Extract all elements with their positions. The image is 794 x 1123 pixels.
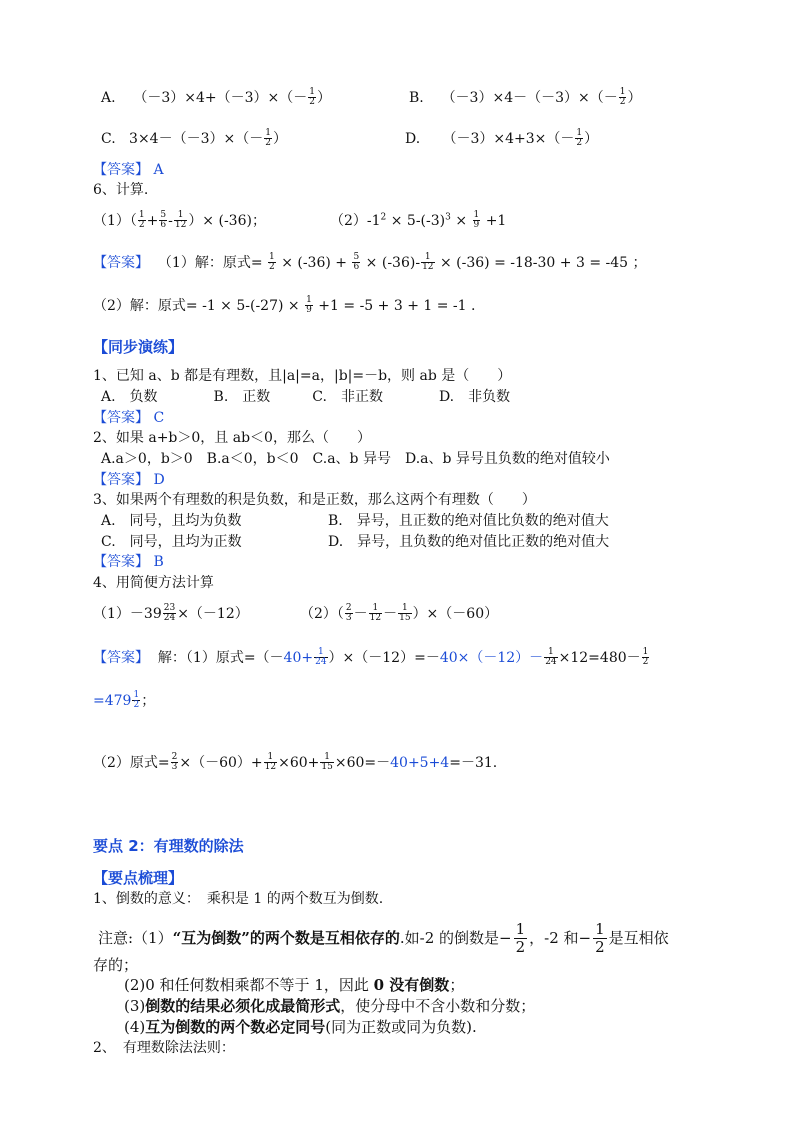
point2-heading: 要点 2：有理数的除法 (93, 837, 244, 855)
fraction: $\frac{23}{24}$ (163, 603, 176, 624)
q6-title: 6、计算. (93, 182, 149, 198)
sync-q3-option-a: A. 同号，且均为负数 (101, 513, 242, 529)
fraction: $\frac{5}{6}$ (353, 252, 360, 273)
sync-q4-part2: （2）（ $\frac{2}{3}$ － $\frac{1}{12}$ － $\frac{1}{15}$ ）×（－60） (300, 603, 499, 624)
fraction: $\frac{1}{2}$ (576, 128, 583, 149)
q6-answer-1: 【答案】 （1）解：原式= $\frac{1}{2}$ × (-36) + $\frac{5}{6}$ × (-36)- $\frac{1}{12}$ × (-36) = -18-30 + 3 = -45 ； (93, 252, 647, 273)
fraction: $\frac{2}{3}$ (345, 603, 352, 624)
sync-q4-answer-2: （2）原式= $\frac{2}{3}$ ×（－60）+ $\frac{1}{12}$ ×60+ $\frac{1}{15}$ ×60=－40+5+4=－31. (93, 752, 498, 773)
fraction: $\frac{1}{2}$ (595, 920, 605, 957)
q6-part1: （1）（ $\frac{1}{2}$ + $\frac{5}{6}$ - $\frac{1}{12}$ ）× (-36)； (93, 210, 266, 231)
q5-answer (93, 162, 164, 179)
answer-label: 【答案】 (93, 254, 149, 271)
answer-value: A (153, 162, 164, 178)
sync-q2: 2、如果 a+b＞0，且 ab＜0，那么（ ） (93, 430, 371, 446)
point2-item1: 1、倒数的意义： 乘积是 1 的两个数互为倒数. (93, 891, 384, 907)
point2-note4: (4)互为倒数的两个数必定同号(同为正数或同为负数). (124, 1018, 477, 1036)
q5-option-a: A. （－3）×4+（－3）×（－ $\frac{1}{2}$ ） (101, 87, 332, 108)
fraction: $\frac{1}{24}$ (315, 647, 327, 668)
q5-option-c: C. 3×4－（－3）×（－ $\frac{1}{2}$ ） (101, 128, 287, 149)
sync-q3-answer: 【答案】 B (93, 554, 164, 570)
sync-q2-options: A.a＞0，b＞0 B.a＜0，b＜0 C.a、b 异号 D.a、b 异号且负数的绝对值较小 (101, 451, 610, 467)
sync-q3: 3、如果两个有理数的积是负数，和是正数，那么这两个有理数（ ） (93, 492, 536, 508)
sync-q3-option-c: C. 同号，且均为正数 (101, 534, 242, 550)
point2-note1: 注意:（1）“互为倒数”的两个数是互相依存的.如-2 的倒数是− $\frac{1}{2}$ ，-2 和− $\frac{1}{2}$ 是互相依 (98, 920, 669, 957)
point2-sub-heading: 【要点梳理】 (93, 869, 184, 887)
fraction: $\frac{1}{15}$ (321, 752, 333, 773)
answer-label: 【答案】 (93, 162, 149, 178)
sync-q3-option-d: D. 异号，且负数的绝对值比正数的绝对值大 (328, 534, 610, 550)
fraction: $\frac{1}{2}$ (642, 647, 649, 668)
sync-q2-answer: 【答案】 D (93, 472, 165, 488)
fraction: $\frac{2}{3}$ (171, 752, 178, 773)
sync-q4: 4、用简便方法计算 (93, 575, 214, 591)
fraction: $\frac{1}{2}$ (138, 210, 145, 231)
fraction: $\frac{1}{12}$ (422, 252, 434, 273)
fraction: $\frac{1}{2}$ (133, 690, 140, 711)
sync-q1: 1、已知 a、b 都是有理数，且|a|=a，|b|=－b，则 ab 是（ ） (93, 368, 512, 384)
fraction: $\frac{1}{12}$ (174, 210, 187, 231)
sync-q4-answer-1-line2: =479 $\frac{1}{2}$ ； (93, 690, 156, 711)
fraction: $\frac{1}{9}$ (306, 295, 312, 316)
fraction: $\frac{5}{6}$ (160, 210, 167, 231)
fraction: $\frac{1}{2}$ (309, 87, 316, 108)
point2-note1-line2: 存的； (93, 956, 139, 974)
q5-option-b: B. （－3）×4－（－3）×（－ $\frac{1}{2}$ ） (409, 87, 642, 108)
sync-q4-answer-1: 【答案】 解：（1）原式=（－40+ $\frac{1}{24}$ ）×（－12）=－40×（－12）－ $\frac{1}{24}$ ×12=480－ $\frac{1}{2}$ (93, 647, 649, 668)
point2-item2: 2、 有理数除法法则： (93, 1040, 235, 1056)
fraction: $\frac{1}{2}$ (619, 87, 626, 108)
fraction: $\frac{1}{12}$ (369, 603, 382, 624)
fraction: $\frac{1}{2}$ (515, 920, 526, 957)
sync-heading: 【同步演练】 (93, 338, 184, 356)
fraction: $\frac{1}{2}$ (265, 128, 271, 149)
point2-note2: (2)0 和任何数相乘都不等于 1，因此 0 没有倒数； (124, 976, 465, 994)
q5-option-d: D. （－3）×4+3×（－ $\frac{1}{2}$ ） (405, 128, 599, 149)
point2-note3: (3)倒数的结果必须化成最简形式，使分母中不含小数和分数； (124, 997, 536, 1015)
sync-q1-answer: 【答案】 C (93, 410, 165, 426)
sync-q1-options: A. 负数 B. 正数 C. 非正数 D. 非负数 (101, 389, 511, 405)
fraction: $\frac{1}{24}$ (545, 647, 557, 668)
fraction: $\frac{1}{15}$ (399, 603, 411, 624)
fraction: $\frac{1}{2}$ (269, 252, 275, 273)
sync-q3-option-b: B. 异号，且正数的绝对值比负数的绝对值大 (328, 513, 609, 529)
fraction: $\frac{1}{12}$ (264, 752, 277, 773)
q6-part2: $(2)-1^2 \times 5-(-3)^3$ × $\frac{1}{9}$ +1 (330, 210, 507, 231)
fraction: $\frac{1}{9}$ (473, 210, 480, 231)
q6-answer-2: （2）解：原式= -1 × 5-(-27) × $\frac{1}{9}$ +1 = -5 + 3 + 1 = -1 . (93, 295, 476, 316)
sync-q4-part1: （1）－39 $\frac{23}{24}$ ×（－12） (93, 603, 249, 624)
